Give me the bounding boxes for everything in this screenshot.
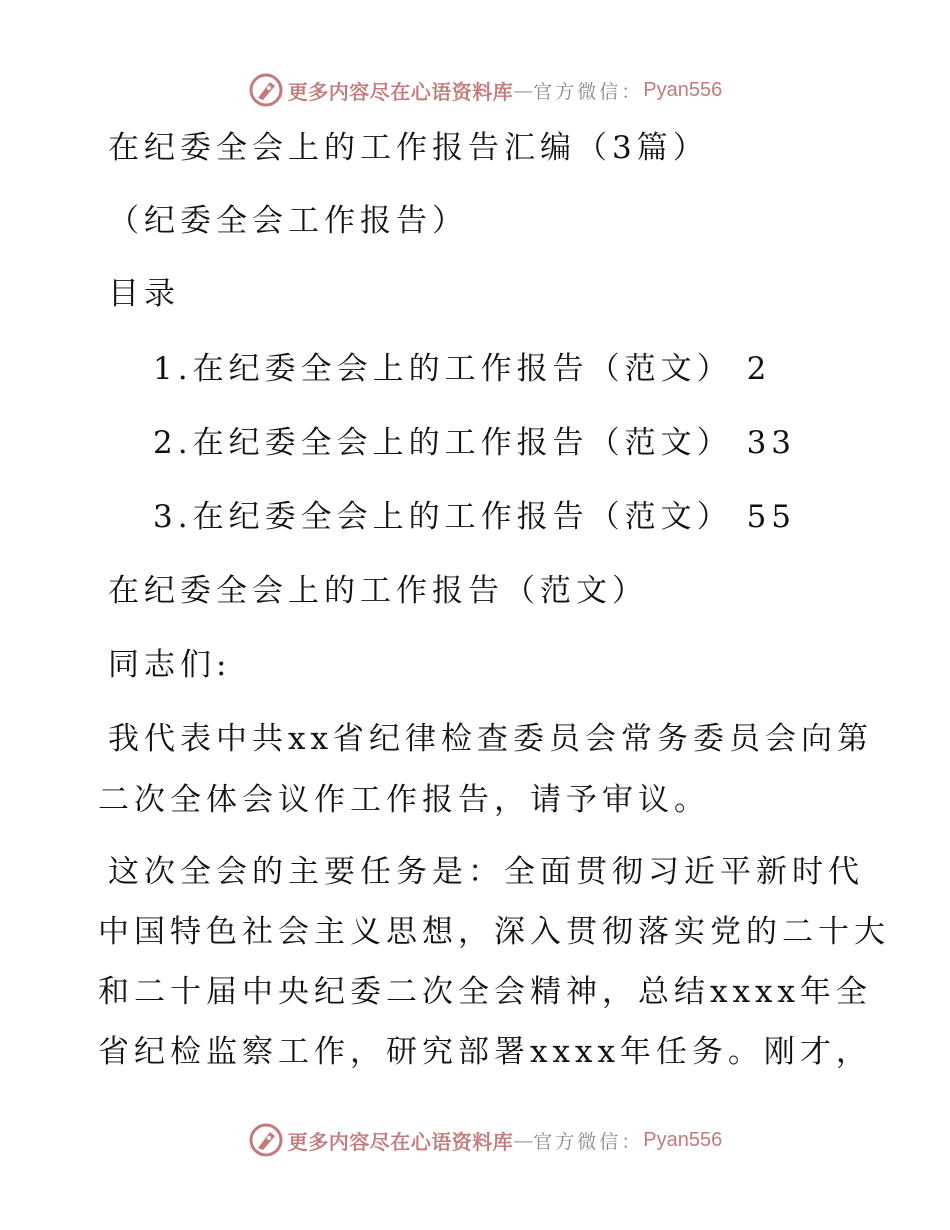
section-title: 在纪委全会上的工作报告（范文）: [108, 573, 648, 609]
toc-item-label: 2.在纪委全会上的工作报告（范文）: [153, 425, 733, 461]
paragraph-line: 中国特色社会主义思想，深入贯彻落实党的二十大: [98, 914, 890, 950]
header-banner: [0, 70, 950, 110]
banner-content: [248, 1122, 722, 1158]
banner-wechat-label: 官方微信：: [533, 80, 644, 103]
pen-nib-logo-icon: [248, 1122, 284, 1158]
footer-banner: [0, 1120, 950, 1160]
toc-item-page: 55: [746, 499, 797, 535]
banner-wechat-label: 官方微信：: [533, 1130, 644, 1153]
toc-item-page: 2: [746, 351, 772, 387]
pen-nib-logo-icon: [248, 72, 284, 108]
paragraph-line: 这次全会的主要任务是：全面贯彻习近平新时代: [108, 854, 864, 890]
document-title: 在纪委全会上的工作报告汇编（3篇）: [108, 130, 709, 166]
banner-text: 更多内容尽在心语资料库: [287, 1129, 514, 1154]
banner-separator: —: [513, 78, 534, 102]
toc-item[interactable]: [153, 497, 796, 537]
toc-item-label: 3.在纪委全会上的工作报告（范文）: [153, 499, 733, 535]
paragraph-line: 省纪检监察工作，研究部署xxxx年任务。刚才，: [98, 1034, 872, 1070]
toc-item-label: 1.在纪委全会上的工作报告（范文）: [153, 351, 733, 387]
paragraph-line: 二次全体会议作工作报告，请予审议。: [98, 782, 710, 818]
paragraph-line: 我代表中共xx省纪律检查委员会常务委员会向第: [108, 721, 873, 757]
banner-content: [248, 72, 722, 108]
toc-item[interactable]: [153, 423, 796, 463]
banner-wechat-id: Pyan556: [643, 1128, 723, 1151]
banner-wechat-id: Pyan556: [643, 78, 723, 101]
toc-heading: 目录: [108, 276, 180, 312]
toc-item-page: 33: [746, 425, 797, 461]
document-subtitle: （纪委全会工作报告）: [108, 203, 468, 239]
banner-separator: —: [513, 1128, 534, 1152]
greeting: 同志们:: [108, 647, 232, 683]
toc-item[interactable]: [153, 349, 771, 389]
paragraph-line: 和二十届中央纪委二次全会精神，总结xxxx年全: [98, 974, 872, 1010]
banner-text: 更多内容尽在心语资料库: [287, 79, 514, 104]
